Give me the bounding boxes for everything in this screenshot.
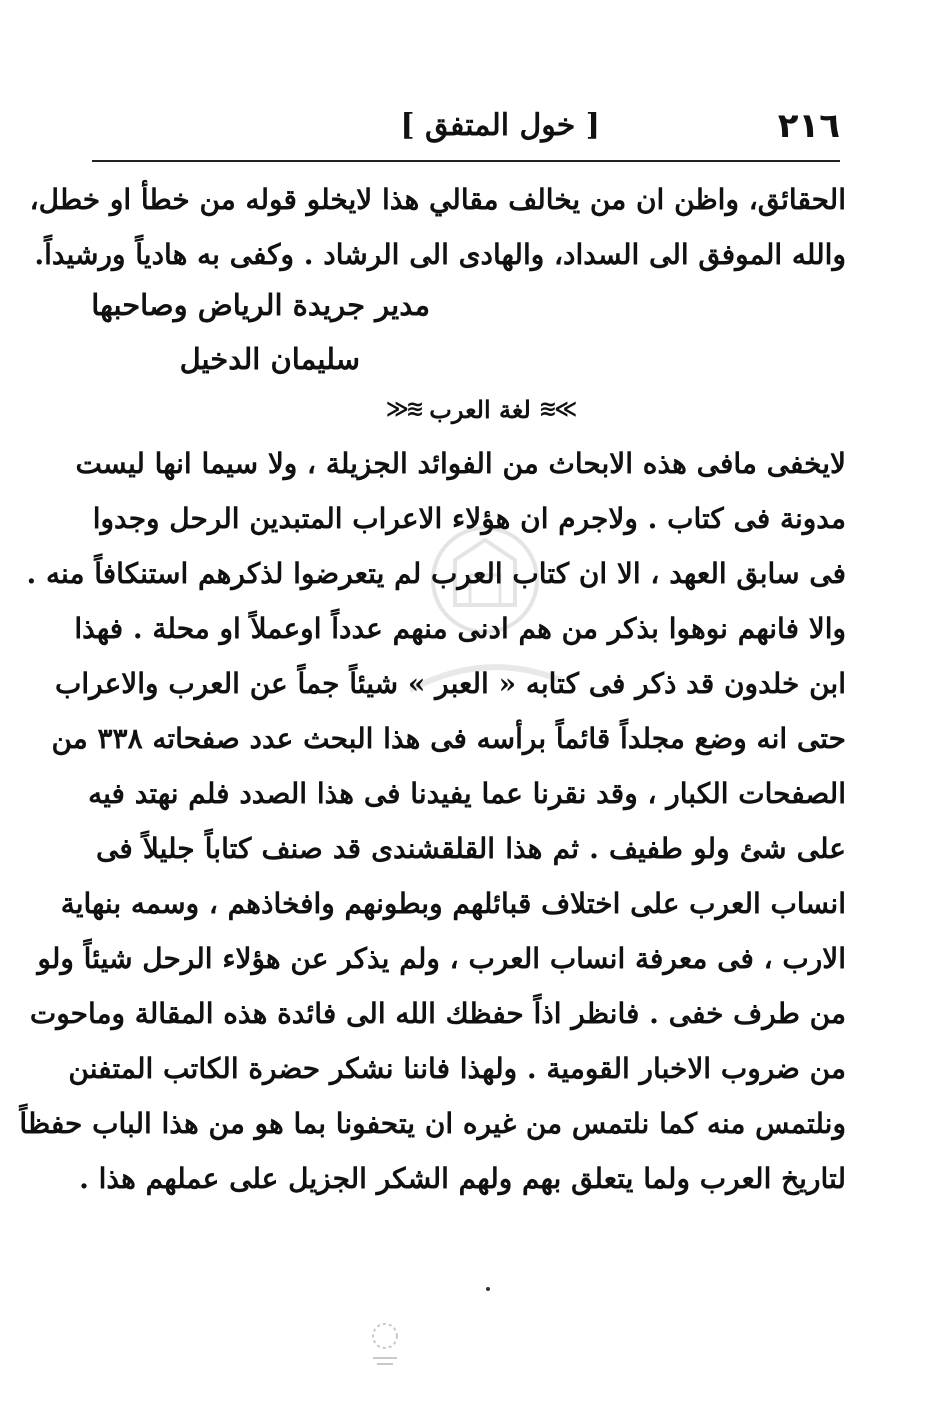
text-line: والا فانهم نوهوا بذكر من هم ادنى منهم عدداً اوعملاً او محلة . فهذا bbox=[74, 612, 846, 645]
ornament-left: ≋≪ bbox=[385, 396, 422, 422]
ink-dot bbox=[486, 1287, 490, 1291]
text-line: من ضروب الاخبار القومية . ولهذا فاننا نشكر حضرة الكاتب المتفنن bbox=[68, 1052, 846, 1085]
ornament-right: ≫≋ bbox=[538, 396, 575, 422]
signature-name: سليمان الدخيل bbox=[179, 342, 360, 376]
page-number: ٢١٦ bbox=[777, 106, 840, 146]
text-line: انساب العرب على اختلاف قبائلهم وبطونهم وافخاذهم ، وسمه بنهاية bbox=[60, 887, 846, 920]
text-line: لايخفى مافى هذه الابحاث من الفوائد الجزيلة ، ولا سيما انها ليست bbox=[75, 447, 846, 480]
text-line: الصفحات الكبار ، وقد نقرنا عما يفيدنا فى هذا الصدد فلم نهتد فيه bbox=[88, 777, 846, 810]
header-rule bbox=[92, 160, 840, 162]
intro-text bbox=[29, 172, 846, 282]
text-line: والله الموفق الى السداد، والهادى الى الرشاد . وكفى به هادياً ورشيداً. bbox=[34, 238, 846, 271]
library-stamp bbox=[365, 1318, 405, 1368]
signature-role: مدير جريدة الرياض وصاحبها bbox=[91, 288, 430, 322]
section-title: لغة العرب bbox=[429, 394, 531, 424]
text-line: فى سابق العهد ، الا ان كتاب العرب لم يتعرضوا لذكرهم استنكافاً منه . bbox=[26, 557, 846, 590]
running-title: [ خول المتفق ] bbox=[400, 108, 600, 143]
main-paragraph bbox=[19, 436, 846, 1206]
text-line: على شئ ولو طفيف . ثم هذا القلقشندى قد صنف كتاباً جليلاً فى bbox=[96, 832, 846, 865]
text-line: حتى انه وضع مجلداً قائماً برأسه فى هذا البحث عدد صفحاته ٣٣٨ من bbox=[51, 722, 846, 755]
text-line: لتاريخ العرب ولما يتعلق بهم ولهم الشكر الجزيل على عملهم هذا . bbox=[79, 1162, 846, 1195]
text-line: ابن خلدون قد ذكر فى كتابه « العبر » شيئاً جماً عن العرب والاعراب bbox=[55, 667, 846, 700]
section-heading bbox=[360, 392, 600, 426]
page-header bbox=[100, 98, 840, 158]
text-line: مدونة فى كتاب . ولاجرم ان هؤلاء الاعراب المتبدين الرحل وجدوا bbox=[92, 502, 846, 535]
text-line: الارب ، فى معرفة انساب العرب ، ولم يذكر عن هؤلاء الرحل شيئاً ولو bbox=[37, 942, 846, 975]
text-line: ونلتمس منه كما نلتمس من غيره ان يتحفونا بما هو من هذا الباب حفظاً bbox=[19, 1107, 846, 1140]
text-line: من طرف خفى . فانظر اذاً حفظك الله الى فائدة هذه المقالة وماحوت bbox=[29, 997, 846, 1030]
text-line: الحقائق، واظن ان من يخالف مقالي هذا لايخلو قوله من خطأ او خطل، bbox=[29, 183, 846, 216]
